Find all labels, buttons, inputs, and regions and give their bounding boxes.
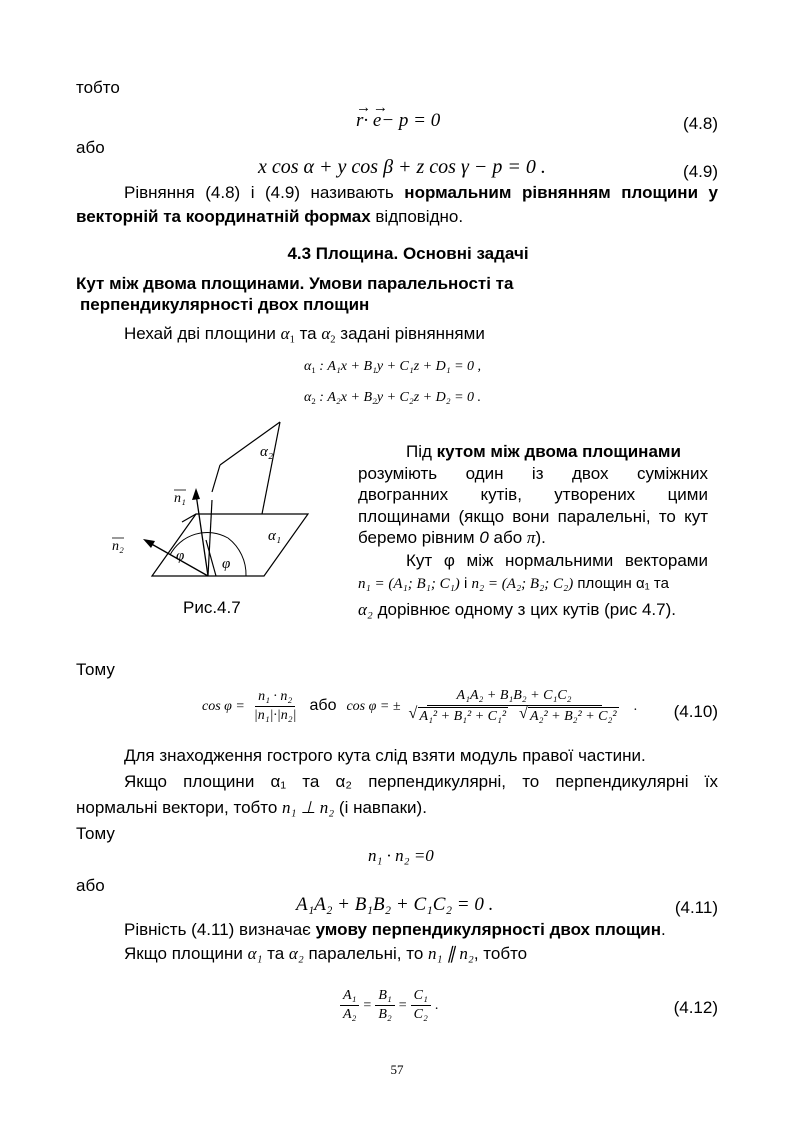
para-text: Рівняння (4.8) і (4.9) називають xyxy=(124,183,405,202)
plane-alpha2-right-edge xyxy=(262,422,280,514)
subtitle-line2: перпендикулярності двох площин xyxy=(80,295,370,314)
page-number: 57 xyxy=(390,1062,404,1077)
alpha1: α xyxy=(280,324,290,343)
equation-number-4-12: (4.12) xyxy=(673,998,718,1017)
intro-text: Нехай дві площини xyxy=(124,324,281,343)
label-n2: n₂ xyxy=(112,539,124,554)
plane2-equation xyxy=(304,390,481,406)
plane-alpha2-left-stub xyxy=(182,514,196,522)
eq412-frac-c xyxy=(411,988,431,1023)
eq412-b-den: B₂ xyxy=(378,1007,392,1023)
eq410-sqrt-1: √ A₁² + B₁² + C₁² xyxy=(418,707,509,725)
perp-formula: n₁ ⊥ n₂ xyxy=(282,798,335,817)
equation-number-4-10: (4.10) xyxy=(673,702,718,721)
eq412-dot: . xyxy=(434,997,439,1013)
equation-number-4-8: (4.8) xyxy=(683,114,718,133)
paragraph-normal-equation-line2 xyxy=(76,207,463,227)
eq410-fraction-1 xyxy=(251,689,300,724)
def-l5e: ). xyxy=(535,528,546,548)
equation-4-11: A₁A₂ + B₁B₂ + C₁C₂ = 0 . xyxy=(296,894,494,915)
normal-n1-line xyxy=(196,494,208,576)
plane1-alpha: α xyxy=(304,359,312,374)
subtitle-line1: Кут між двома площинами. Умови паралельності та xyxy=(76,274,514,293)
paragraph-perpendicular-condition xyxy=(124,920,666,940)
eq412-eq1: = xyxy=(363,997,372,1013)
par-text-e: паралельні, то xyxy=(303,944,429,963)
def-alpha2: α₂ xyxy=(358,599,373,619)
eq410-fraction-2 xyxy=(407,688,622,725)
eq410-cos: cos φ = xyxy=(202,698,245,714)
par-text-g: , тобто xyxy=(473,944,528,963)
text-abo-2: або xyxy=(76,876,105,895)
eq412-a-num: A₁ xyxy=(340,988,359,1006)
eq410-num1: n₁ · n₂ xyxy=(255,689,295,707)
plane1-sub: 1 xyxy=(311,365,316,376)
equation-number-4-9: (4.9) xyxy=(683,162,718,181)
vector-e: → e xyxy=(373,110,381,132)
para-bold-term: нормальним рівнянням площини у xyxy=(404,183,719,202)
perp-text: нормальні вектори, тобто xyxy=(76,798,283,817)
def-l5a: беремо рівним xyxy=(358,528,480,548)
alpha2-sub: 2 xyxy=(330,334,336,346)
par-text-a: Якщо площини xyxy=(124,944,248,963)
section-title xyxy=(0,244,794,264)
eq410-dot: . xyxy=(633,698,638,714)
def-l8b: дорівнює одному з цих кутів (рис 4.7). xyxy=(372,599,676,619)
def-line6: Кут φ між нормальними векторами xyxy=(406,550,708,570)
intro-text-2: та xyxy=(294,324,322,343)
plane2-text: : A₂x + B₂y + C₂z + D₂ = 0 . xyxy=(315,390,482,405)
eq412-eq2: = xyxy=(398,997,407,1013)
cond-text: Рівність (4.11) визначає xyxy=(124,920,316,939)
eq410-cos2: cos φ = ± xyxy=(346,698,401,714)
equation-dot-product-zero: n₁ · n₂ =0 xyxy=(368,846,434,865)
eq410-den1: |n₁|·|n₂| xyxy=(253,708,297,724)
definition-block xyxy=(358,442,708,619)
eq412-a-den: A₂ xyxy=(343,1007,357,1023)
eq410-abo: або xyxy=(309,697,337,715)
section-title-text: 4.3 Площина. Основні задачі xyxy=(287,244,529,263)
vector-n2-coords: n₂ = (A₂; B₂; C₂) xyxy=(471,576,574,593)
intro-text-3: задані рівняннями xyxy=(335,324,485,343)
paragraph-normal-equation-line1 xyxy=(124,183,718,203)
par-alpha1: α₁ xyxy=(247,944,263,963)
plane1-equation xyxy=(304,359,481,375)
alpha2: α xyxy=(321,324,331,343)
eq412-frac-a xyxy=(340,988,359,1023)
alpha1-sub: 1 xyxy=(289,334,295,346)
eq410-num2: A₁A₂ + B₁B₂ + C₁C₂ xyxy=(427,688,602,706)
cond-bold: умову перпендикулярності двох площин xyxy=(315,920,662,939)
eq412-frac-b xyxy=(375,988,394,1023)
def-l7d: площин α₁ та xyxy=(573,575,669,593)
vector-n1-coords: n₁ = (A₁; B₁; C₁) xyxy=(358,576,460,593)
text-abo: або xyxy=(76,138,105,157)
def-bold: кутом між двома площинами xyxy=(436,442,681,461)
def-line3: двогранних кутів, утворених цими xyxy=(358,485,708,505)
def-text: Під xyxy=(406,442,437,461)
par-text-c: та xyxy=(262,944,289,963)
equation-number-4-11: (4.11) xyxy=(674,898,718,917)
eq412-c-den: C₂ xyxy=(413,1007,428,1023)
cond-dot: . xyxy=(661,920,666,939)
plane-alpha2-left-edge xyxy=(212,465,220,492)
paragraph-perpendicular-line2 xyxy=(76,798,427,818)
angle-arc-right xyxy=(228,538,246,576)
label-alpha1: α₁ xyxy=(268,528,282,544)
perp-text-2: (і навпаки). xyxy=(334,798,427,817)
figure-caption: Рис.4.7 xyxy=(183,598,241,617)
equation-4-8 xyxy=(356,110,440,132)
normal-n2-arrowhead xyxy=(143,539,155,548)
def-zero: 0 xyxy=(479,528,489,548)
def-line2: розуміють один із двох суміжних xyxy=(358,463,708,483)
eq410-sqrt-2: √ A₂² + B₂² + C₂² xyxy=(528,707,619,725)
paragraph-perpendicular-line1: Якщо площини α₁ та α₂ перпендикулярні, то перпендикулярні їх xyxy=(124,772,718,791)
equation-4-10 xyxy=(202,688,637,725)
para-text-2: відповідно. xyxy=(370,207,464,226)
paragraph-parallel xyxy=(124,944,527,964)
par-formula: n₁ ∥ n₂ xyxy=(428,944,474,963)
paragraph-acute-angle: Для знаходження гострого кута слід взяти модуль правої частини. xyxy=(124,746,646,765)
equation-4-12 xyxy=(340,988,438,1023)
eq-rest: − p = 0 xyxy=(381,110,441,131)
dot-operator: · xyxy=(363,110,369,131)
plane1-text: : A₁x + B₁y + C₁z + D₁ = 0 , xyxy=(315,359,482,374)
intro-line xyxy=(124,324,485,347)
text-tobto: тобто xyxy=(76,78,120,97)
label-alpha2: α₂ xyxy=(260,444,274,460)
def-l5c: або xyxy=(488,528,527,548)
figure-4-7 xyxy=(100,410,340,590)
equation-4-9: x cos α + y cos β + z cos γ − p = 0 . xyxy=(258,156,546,178)
def-line4: площинами (якщо вони паралельні, то кут xyxy=(358,506,708,526)
plane2-alpha: α xyxy=(304,390,312,405)
text-tomu-2: Тому xyxy=(76,824,115,843)
plane2-sub: 2 xyxy=(311,396,316,407)
label-n1: n₁ xyxy=(174,491,186,506)
para-bold-term-2: векторній та координатній формах xyxy=(76,207,371,226)
label-phi-left: φ xyxy=(176,548,185,564)
label-phi-right: φ xyxy=(222,556,231,572)
text-tomu-1: Тому xyxy=(76,660,115,679)
normal-n1-arrowhead xyxy=(192,488,200,500)
par-alpha2: α₂ xyxy=(288,944,304,963)
eq412-b-num: B₁ xyxy=(375,988,394,1006)
eq412-c-num: C₁ xyxy=(411,988,431,1006)
def-pi: π xyxy=(526,528,536,548)
vector-r: → r xyxy=(356,110,363,132)
def-l7b: і xyxy=(459,575,472,593)
plane-alpha2-trace xyxy=(208,500,212,576)
